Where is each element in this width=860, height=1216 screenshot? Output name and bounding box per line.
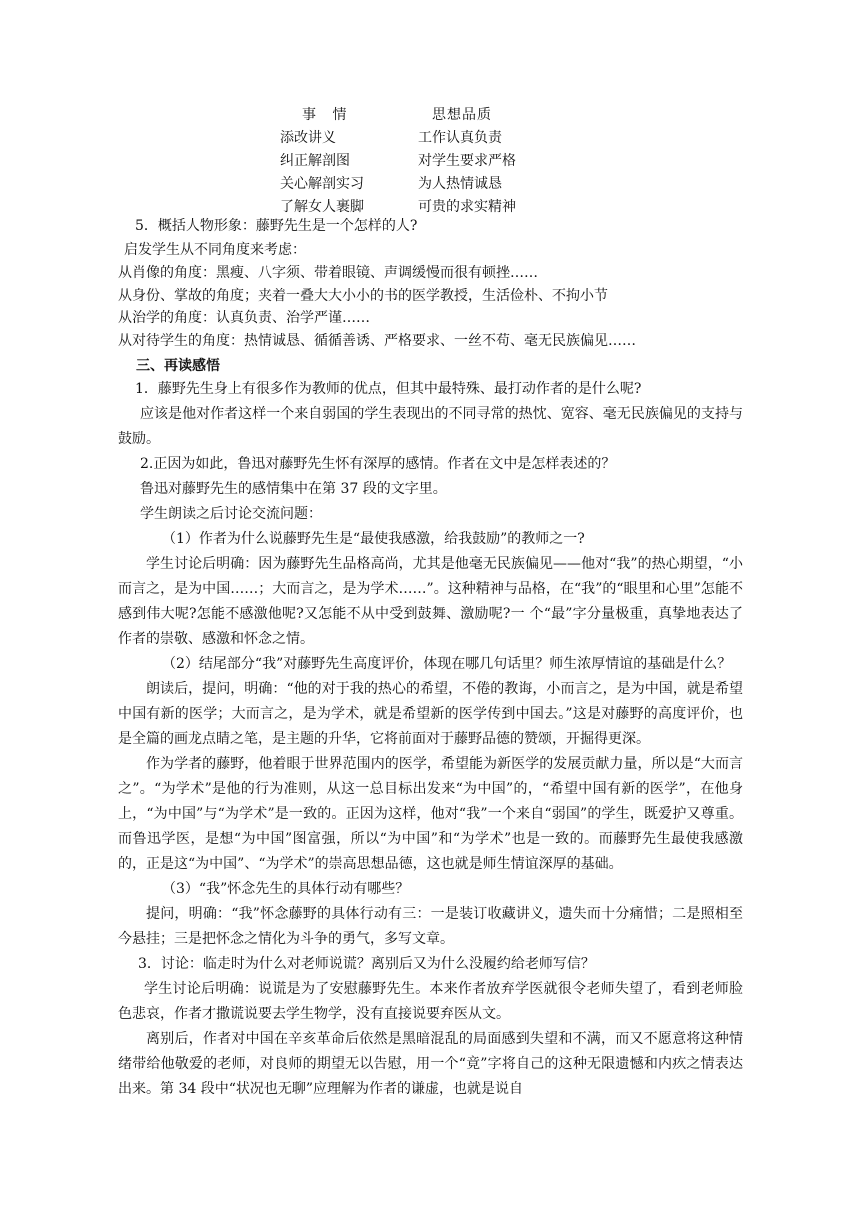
- table-cell: 了解女人裹脚: [280, 199, 364, 215]
- paragraph: 学生讨论后明确：因为藤野先生品格高尚，尤其是他毫无民族偏见——他对“我”的热心期望，“小而言之，是为中国……；大而言之，是为学术……”。这种精神与品格，在“我”的“眼里和心里”怎能不感到伟大呢?怎能不感激他呢?又怎能不从中受到鼓舞、激励呢?一 个“最”字分量极重，真挚地表达了作者的崇敬、感激和怀念之情。: [118, 556, 743, 648]
- table-cell: 纠正解剖图: [280, 153, 350, 169]
- table-cell: 工作认真负责: [418, 130, 502, 146]
- sub-question: （3）“我”怀念先生的具体行动有哪些？: [162, 881, 410, 898]
- sub-question: （1）作者为什么说藤野先生是“最使我感激，给我鼓励”的教师之一?: [162, 531, 585, 548]
- table-row: [280, 173, 580, 196]
- table-cell: 添改讲义: [280, 130, 336, 146]
- paragraph: 从肖像的角度：黑瘦、八字须、带着眼镜、声调缓慢而很有顿挫……: [118, 265, 538, 282]
- table-header-row: [280, 104, 580, 127]
- table-row: [280, 150, 580, 173]
- table-cell: 可贵的求实精神: [418, 199, 516, 215]
- sub-question: （2）结尾部分“我”对藤野先生高度评价，体现在哪几句话里？师生浓厚情谊的基础是什么？: [162, 656, 732, 673]
- paragraph: 从身份、掌故的角度；夹着一叠大大小小的书的医学教授，生活俭朴、不拘小节: [118, 287, 608, 304]
- paragraph: 启发学生从不同角度来考虑：: [124, 241, 306, 258]
- paragraph: 鲁迅对藤野先生的感情集中在第 37 段的文字里。: [140, 481, 447, 498]
- question-heading: 3．讨论：临走时为什么对老师说谎？离别后又为什么没履约给老师写信？: [138, 956, 595, 973]
- paragraph: 朗读后，提问，明确：“他的对于我的热心的希望，不倦的教诲，小而言之，是为中国，就是希望中国有新的医学；大而言之，是为学术，就是希望新的医学传到中国去。”这是对藤野的高度评价，也是全篇的画龙点睛之笔，是主题的升华，它将前面对于藤野品德的赞颂，开掘得更深。: [118, 681, 743, 748]
- paragraph: 应该是他对作者这样一个来自弱国的学生表现出的不同寻常的热忱、宽容、毫无民族偏见的支持与鼓励。: [118, 406, 743, 448]
- table-row: [280, 127, 580, 150]
- paragraph: 作为学者的藤野，他着眼于世界范围内的医学，希望能为新医学的发展贡献力量，所以是“大而言之”。“为学术”是他的行为准则，从这一总目标出发来“为中国”的，“希望中国有新的医学”，在他身上，“为中国”与“为学术”是一致的。正因为这样，他对“我”一个来自“弱国”的学生，既爱护又尊重。而鲁迅学医，是想“为中国”图富强，所以“为中国”和“为学术”也是一致的。而藤野先生最使我感激的，正是这“为中国”、“为学术”的崇高思想品德，这也就是师生情谊深厚的基础。: [118, 756, 743, 873]
- document-body: [118, 215, 743, 1102]
- question-heading: 5．概括人物形象：藤野先生是一个怎样的人?: [135, 218, 418, 234]
- table-cell: 关心解剖实习: [280, 176, 364, 192]
- header-qualities: 思想品质: [432, 107, 492, 123]
- table-cell: 对学生要求严格: [418, 153, 516, 169]
- paragraph: 学生讨论后明确：说谎是为了安慰藤野先生。本来作者放弃学医就很令老师失望了，看到老师脸色悲哀，作者才撒谎说要去学生物学，没有直接说要弃医从文。: [118, 981, 743, 1023]
- paragraph: 从对待学生的角度：热情诚恳、循循善诱、严格要求、一丝不苟、毫无民族偏见……: [118, 332, 636, 349]
- header-events: 事 情: [302, 107, 353, 123]
- question-heading: 2.正因为如此，鲁迅对藤野先生怀有深厚的感情。作者在文中是怎样表述的？: [140, 456, 616, 473]
- paragraph: 离别后，作者对中国在辛亥革命后依然是黑暗混乱的局面感到失望和不满，而又不愿意将这种情绪带给他敬爱的老师，对良师的期望无以告慰，用一个“竟”字将自己的这种无限遗憾和内疚之情表达出来。第 34 段中“状况也无聊”应理解为作者的谦虚，也就是说自: [118, 1031, 743, 1098]
- table-cell: 为人热情诚恳: [418, 176, 502, 192]
- section-heading: 三、再读感悟: [136, 357, 220, 374]
- paragraph: 学生朗读之后讨论交流问题：: [140, 506, 322, 523]
- paragraph: 提问，明确：“我”怀念藤野的具体行动有三：一是装订收藏讲义，遗失而十分痛惜；二是照相至今悬挂；三是把怀念之情化为斗争的勇气，多写文章。: [118, 906, 743, 948]
- question-heading: 1．藤野先生身上有很多作为教师的优点，但其中最特殊、最打动作者的是什么呢?: [135, 381, 642, 398]
- paragraph: 从治学的角度：认真负责、治学严谨……: [118, 310, 370, 327]
- events-qualities-table: [280, 104, 580, 219]
